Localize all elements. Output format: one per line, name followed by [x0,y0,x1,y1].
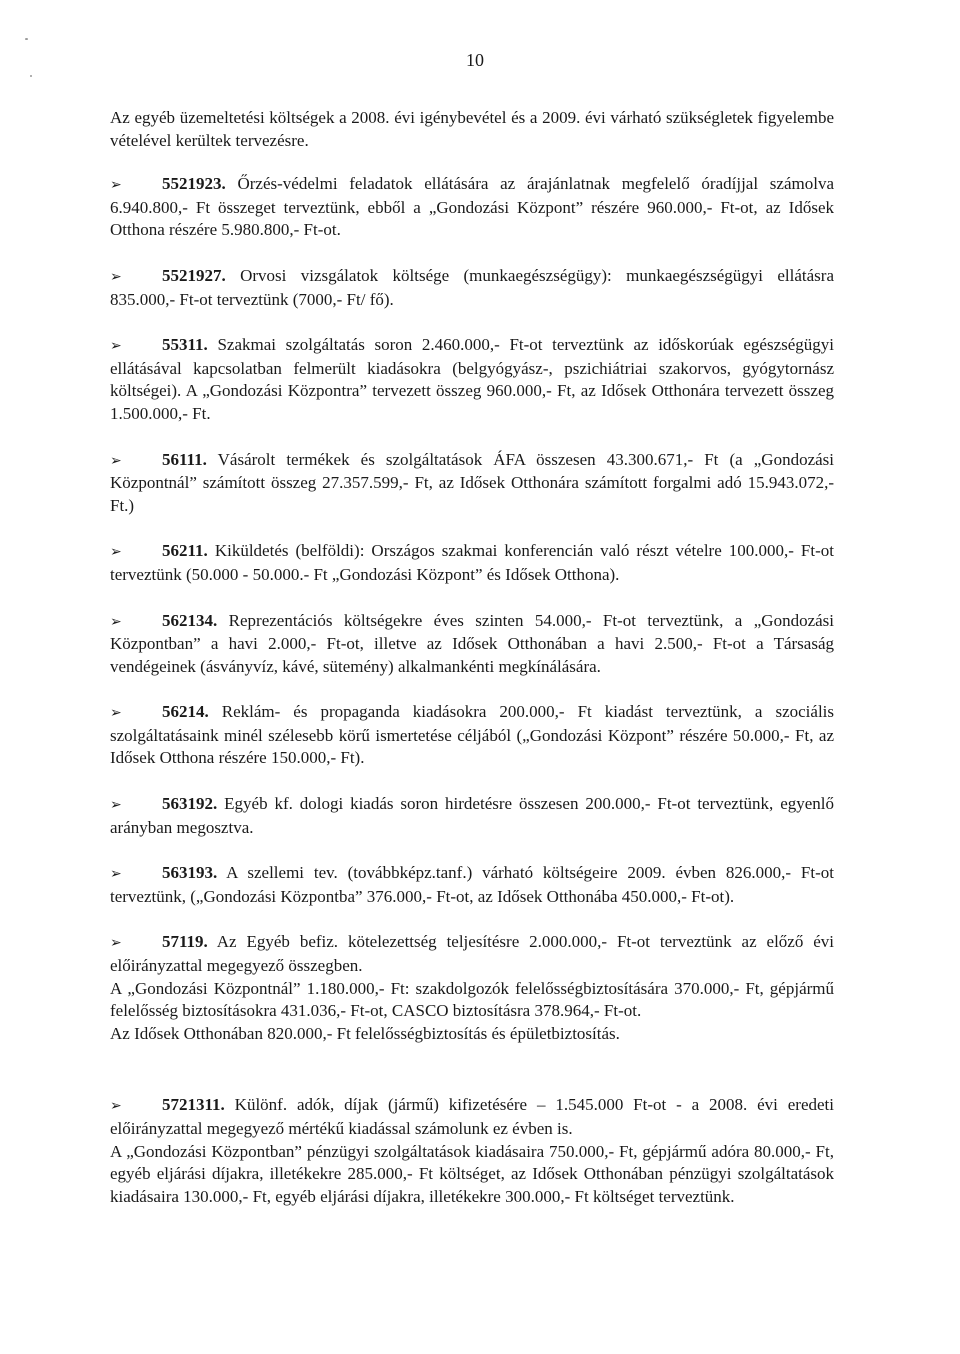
budget-item [110,610,834,679]
budget-item [110,1094,834,1208]
arrow-bullet-icon: ➢ [110,544,122,561]
item-code: 563192. [162,794,218,814]
item-text: Vásárolt termékek és szolgáltatások ÁFA összesen 43.300.671,- Ft (a „Gondozási Központnál” számított összeg 27.357.599,- Ft, az Idősek Otthonára számított forgalmi adó 15.943.072,- Ft.) [110,449,834,515]
budget-item [110,862,834,908]
arrow-bullet-icon: ➢ [110,452,122,469]
arrow-bullet-icon: ➢ [110,866,122,883]
item-text: Különf. adók, díjak (jármű) kifizetésére – 1.545.000 Ft-ot - a 2008. évi eredeti előirányzattal megegyező mértékű kiadással számolunk ez évben is. [110,1095,834,1138]
budget-item [110,793,834,839]
item-text: Egyéb kf. dologi kiadás soron hirdetésre összesen 200.000,- Ft-ot terveztünk, egyenlő arányban megosztva. [110,794,835,837]
scan-speck [30,75,32,77]
budget-item [110,449,834,518]
arrow-bullet-icon: ➢ [110,935,122,952]
page-number: 10 [466,50,484,70]
item-code: 56111. [162,449,207,469]
item-code: 562134. [162,610,218,630]
item-code: 563193. [162,863,218,883]
budget-item [110,334,834,425]
budget-item [110,265,834,311]
arrow-bullet-icon: ➢ [110,1098,122,1115]
item-text: Szakmai szolgáltatás soron 2.460.000,- Ft-ot terveztünk az időskorúak egészségügyi ellátásával kapcsolatban felmerült kiadásokra (belgyógyász-, pszichiátriai szakorvos, gyógytornász költségei). A „Gondozási Központra” tervezett összeg 960.000,- Ft, az Idősek Otthonára tervezett összeg 1.500.000,- Ft. [110,335,835,423]
item-code: 56214. [162,702,209,722]
budget-item [110,701,834,770]
item-code: 55311. [162,335,208,355]
budget-item [110,931,834,1045]
arrow-bullet-icon: ➢ [110,613,122,630]
arrow-bullet-icon: ➢ [110,797,122,814]
item-text: Reprezentációs költségekre éves szinten 54.000,- Ft-ot terveztünk, a „Gondozási Központban” a havi 2.000,- Ft-ot, illetve az Idősek Otthonában a havi 2.500,- Ft-ot a Társaság vendégeinek (ásványvíz, kávé, sütemény) alkalmankénti megkínálására. [110,610,835,676]
item-extra-line: A „Gondozási Központnál” 1.180.000,- Ft: szakdolgozók felelősségbiztosítására 370.000,- Ft, gépjármű felelősség biztosításokra 431.036,- Ft-ot, CASCO biztosításra 378.964,- Ft-ot. [110,978,834,1021]
budget-item [110,173,834,242]
item-code: 5521927. [162,265,226,285]
item-text: Orvosi vizsgálatok költsége (munkaegészségügy): munkaegészségügyi ellátásra 835.000,- Ft-ot terveztünk (7000,- Ft/ fő). [110,265,834,309]
arrow-bullet-icon: ➢ [110,177,122,194]
item-text: Reklám- és propaganda kiadásokra 200.000,- Ft kiadást terveztünk, a szociális szolgáltatásaink minél szélesebb körű ismertetése céljából („Gondozási Központ” részére 50.000,- Ft, az Idősek Otthona részére 150.000,- Ft). [110,702,835,768]
document-body [110,107,834,1231]
arrow-bullet-icon: ➢ [110,705,122,722]
arrow-bullet-icon: ➢ [110,268,122,285]
budget-item [110,540,834,586]
item-extra-line: A „Gondozási Központban” pénzügyi szolgáltatások kiadásaira 750.000,- Ft, gépjármű adóra 80.000,- Ft, egyéb eljárási díjakra, illetékekre 285.000,- Ft költséget, az Idősek Otthonában pénzügyi szolgáltatások kiadásaira 130.000,- Ft, egyéb eljárási díjakra, illetékekre 300.000,- Ft költséget terveztünk. [110,1141,834,1206]
item-code: 5721311. [162,1095,225,1115]
item-text: Az Egyéb befiz. kötelezettség teljesítésre 2.000.000,- Ft-ot terveztünk az előző évi előirányzattal megegyező összegben. [110,932,835,976]
item-extra-line: Az Idősek Otthonában 820.000,- Ft felelősségbiztosítás és épületbiztosítás. [110,1023,620,1043]
intro-paragraph: Az egyéb üzemeltetési költségek a 2008. évi igénybevétel és a 2009. évi várható szükségletek figyelembe vételével kerültek tervezésre. [110,108,834,150]
item-text: A szellemi tev. (továbbképz.tanf.) várható költségeire 2009. évben 826.000,- Ft-ot terveztünk, („Gondozási Központba” 376.000,- Ft-ot, az Idősek Otthonába 450.000,- Ft-ot). [110,863,834,906]
scan-speck [25,38,28,40]
item-code: 56211. [162,541,208,561]
arrow-bullet-icon: ➢ [110,338,122,355]
item-text: Kiküldetés (belföldi): Országos szakmai konferencián való részt vételre 100.000,- Ft-ot terveztünk (50.000 - 50.000.- Ft „Gondozási Központ” és Idősek Otthona). [110,541,834,584]
item-text: Őrzés-védelmi feladatok ellátására az árajánlatnak megfelelő óradíjjal számolva 6.940.800,- Ft összeget terveztünk, ebből a „Gondozási Központ” részére 960.000,- Ft-ot, az Idősek Otthona részére 5.980.800,- Ft-ot. [110,174,834,240]
item-code: 5521923. [162,174,226,194]
item-code: 57119. [162,932,208,952]
